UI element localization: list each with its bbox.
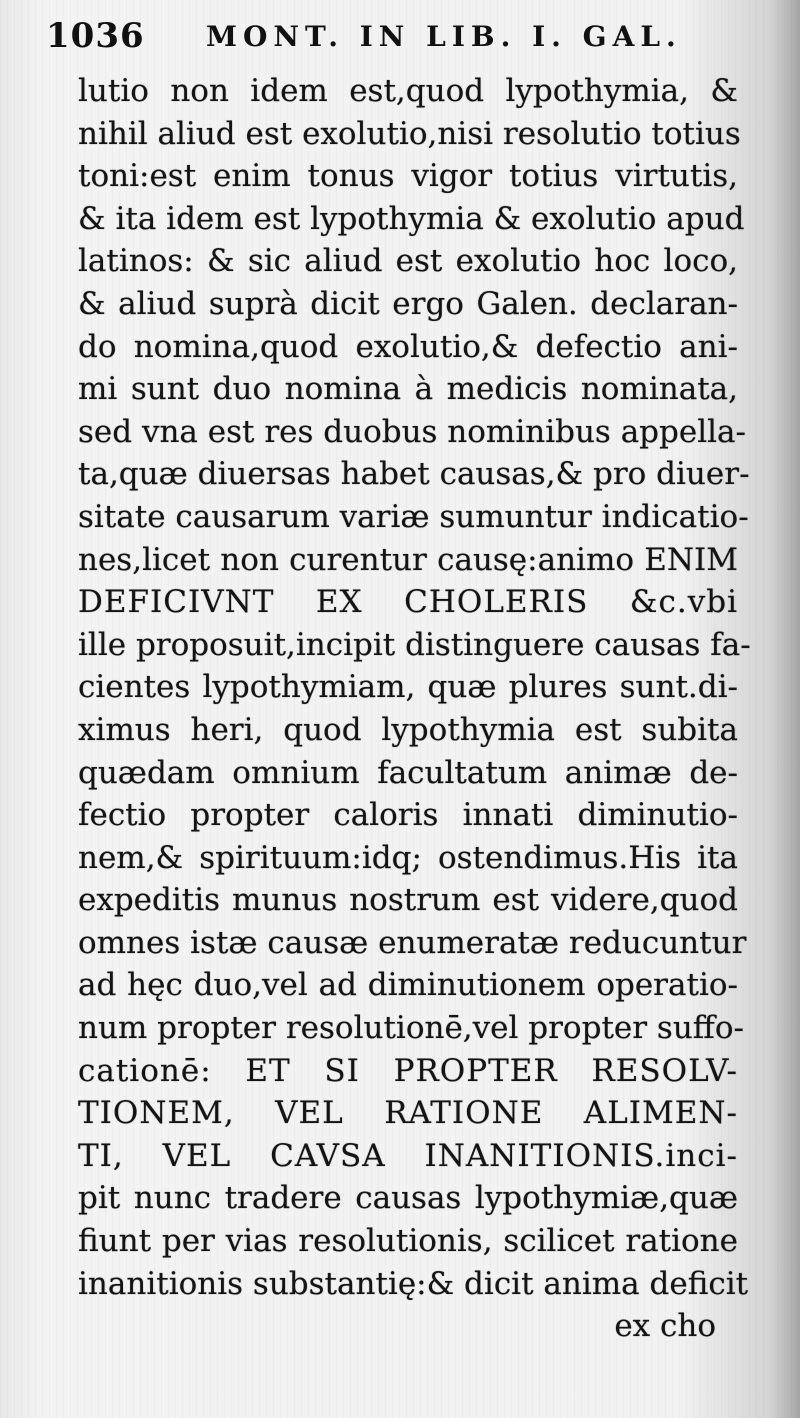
text-line: cationē: ET SI PROPTER RESOLV- [78, 1052, 738, 1089]
text-line: ad hęc duo,vel ad diminutionem operatio- [78, 967, 738, 1004]
text-line: latinos: & sic aliud est exolutio hoc loco, [78, 243, 738, 280]
text-line: & ita idem est lypothymia & exolutio apud [78, 200, 745, 237]
text-line: sed vna est res duobus nominibus appella- [78, 413, 746, 450]
text-line: TIONEM, VEL RATIONE ALIMEN- [78, 1095, 738, 1132]
running-title: MONT. IN LIB. I. GAL. [206, 20, 682, 53]
text-line: fiunt per vias resolutionis, scilicet ratione [78, 1223, 738, 1260]
text-line: ximus heri, quod lypothymia est subita [78, 711, 738, 748]
text-line: lutio non idem est,quod lypothymia, & [78, 73, 738, 109]
text-line: nem,& spirituum:idq; ostendimus.His ita [78, 839, 738, 876]
text-line: TI, VEL CAVSA INANITIONIS.inci- [78, 1137, 738, 1174]
text-line: expeditis munus nostrum est videre,quod [78, 882, 738, 919]
text-line: ta,quæ diuersas habet causas,& pro diuer- [78, 456, 750, 493]
text-line: pit nunc tradere causas lypothymiæ,quæ [78, 1180, 738, 1217]
text-line: cientes lypothymiam, quæ plures sunt.di- [78, 669, 738, 706]
page-number: 1036 [46, 16, 145, 56]
text-line: sitate causarum variæ sumuntur indicatio- [78, 498, 749, 535]
body-text [78, 70, 751, 1348]
text-line: inanitionis substantię:& dicit anima deficit [78, 1265, 749, 1302]
catchword: ex cho [614, 1308, 716, 1345]
text-line: DEFICIVNT EX CHOLERIS &c.vbi [78, 584, 738, 621]
text-line: omnes istæ causæ enumeratæ reducuntur [78, 924, 747, 961]
text-line: ille proposuit,incipit distinguere causas fa- [78, 626, 751, 663]
text-line: mi sunt duo nomina à medicis nominata, [78, 371, 738, 408]
text-line: toni:est enim tonus vigor totius virtutis, [78, 158, 738, 195]
text-line: num propter resolutionē,vel propter suffo- [78, 1010, 744, 1047]
page-gutter-shadow [770, 0, 800, 1418]
text-line: nihil aliud est exolutio,nisi resolutio totius [78, 115, 741, 152]
page-header [46, 16, 726, 60]
text-line: fectio propter caloris innati diminutio- [78, 797, 738, 834]
text-line: quædam omnium facultatum animæ de- [78, 754, 738, 791]
text-line: do nomina,quod exolutio,& defectio ani- [78, 328, 738, 365]
text-line: nes,licet non curentur causę:animo ENIM [78, 541, 738, 578]
text-line: & aliud suprà dicit ergo Galen. declaran- [78, 285, 738, 322]
